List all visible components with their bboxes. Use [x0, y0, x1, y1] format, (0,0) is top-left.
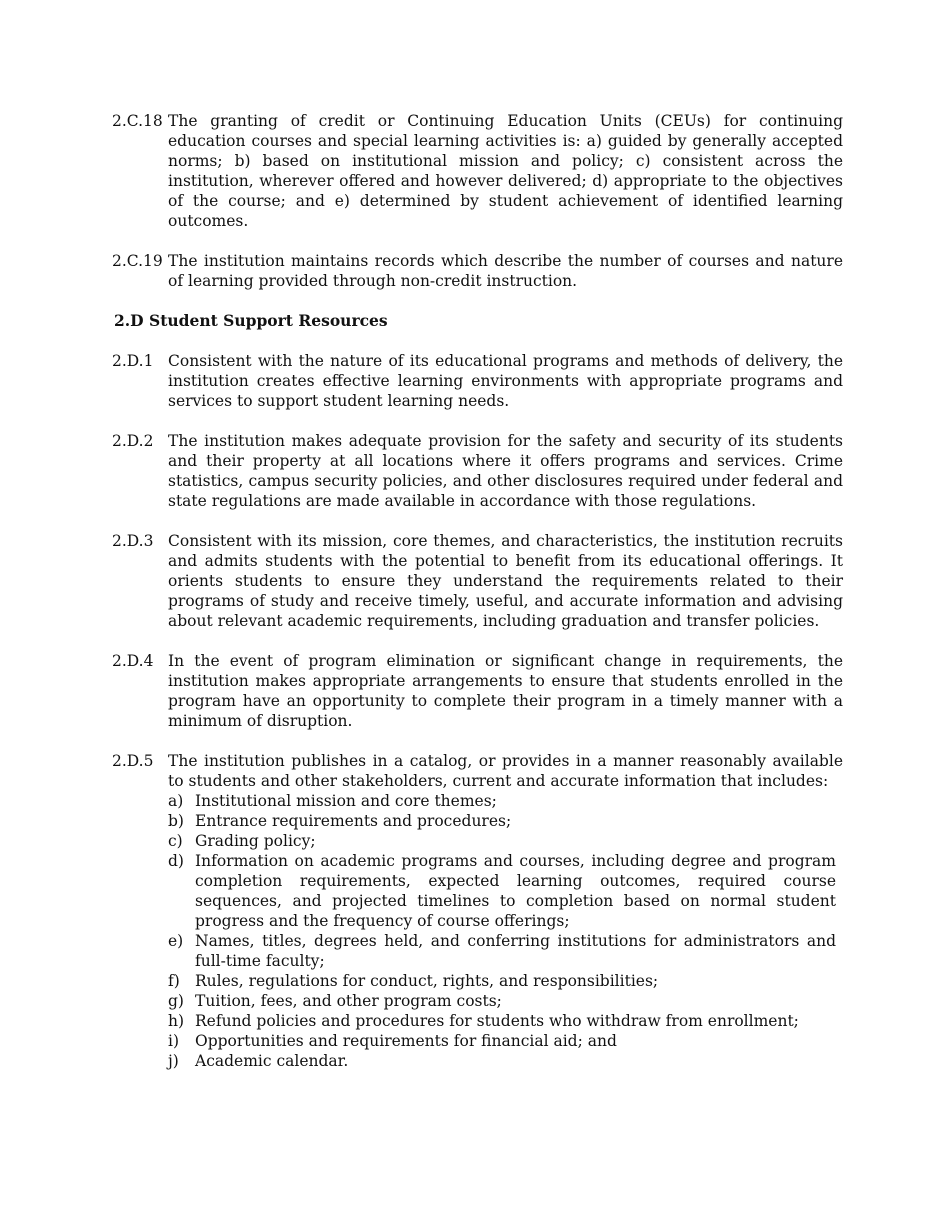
list-letter: f)	[168, 972, 180, 990]
list-letter: c)	[168, 832, 183, 850]
standard-number: 2.D.5	[112, 752, 154, 770]
list-item-text: Institutional mission and core themes;	[195, 792, 497, 810]
standard-number: 2.D.3	[112, 532, 154, 550]
list-letter: h)	[168, 1012, 185, 1030]
list-letter: b)	[168, 812, 184, 830]
list-item	[168, 1051, 843, 1071]
list-item-text: Tuition, fees, and other program costs;	[195, 992, 502, 1010]
standard-2c19	[112, 251, 843, 291]
list-item	[168, 1011, 843, 1031]
standard-2d3	[112, 531, 843, 631]
standard-2d5	[112, 751, 843, 1071]
list-item	[168, 991, 843, 1011]
list-item	[168, 971, 843, 991]
standard-2c18	[112, 111, 843, 231]
list-item	[168, 831, 843, 851]
standard-2d4	[112, 651, 843, 731]
list-letter: d)	[168, 852, 184, 870]
standard-number: 2.D.2	[112, 432, 154, 450]
list-item-text: Opportunities and requirements for financial aid; and	[195, 1032, 617, 1050]
document-page	[112, 111, 843, 1071]
standard-body	[168, 751, 843, 1071]
catalog-info-list	[168, 791, 843, 1071]
list-item	[168, 931, 843, 971]
list-letter: a)	[168, 792, 184, 810]
list-item-text: Names, titles, degrees held, and conferring institutions for administrators and full-time faculty;	[195, 932, 836, 970]
list-item	[168, 1031, 843, 1051]
list-item-text: Entrance requirements and procedures;	[195, 812, 512, 830]
standard-text: In the event of program elimination or significant change in requirements, the institution makes appropriate arrangements to ensure that students enrolled in the program have an opportunity to complete their program in a timely manner with a minimum of disruption.	[168, 652, 843, 730]
standard-text: The granting of credit or Continuing Education Units (CEUs) for continuing education courses and special learning activities is: a) guided by generally accepted norms; b) based on institutional mission and policy; c) consistent across the institution, wherever offered and however delivered; d) appropriate to the objectives of the course; and e) determined by student achievement of identified learning outcomes.	[168, 112, 843, 230]
list-item-text: Grading policy;	[195, 832, 316, 850]
standard-number: 2.C.18	[112, 112, 163, 130]
list-item	[168, 811, 843, 831]
standard-number: 2.D.1	[112, 352, 154, 370]
list-item-text: Refund policies and procedures for students who withdraw from enrollment;	[195, 1012, 799, 1030]
list-letter: j)	[168, 1052, 179, 1070]
standard-2d1	[112, 351, 843, 411]
list-item	[168, 851, 843, 931]
standard-text: The institution publishes in a catalog, or provides in a manner reasonably available to students and other stakeholders, current and accurate information that includes:	[168, 752, 843, 790]
list-letter: e)	[168, 932, 184, 950]
list-letter: g)	[168, 992, 184, 1010]
list-item-text: Information on academic programs and courses, including degree and program completion requirements, expected learning outcomes, required course sequences, and projected timelines to completion based on normal student progress and the frequency of course offerings;	[195, 852, 836, 930]
standard-text: The institution makes adequate provision for the safety and security of its students and their property at all locations where it offers programs and services. Crime statistics, campus security policies, and other disclosures required under federal and state regulations are made available in accordance with those regulations.	[168, 432, 843, 510]
section-heading: 2.D Student Support Resources	[114, 311, 388, 330]
standard-number: 2.C.19	[112, 252, 163, 270]
list-item	[168, 791, 843, 811]
list-item-text: Rules, regulations for conduct, rights, and responsibilities;	[195, 972, 659, 990]
standard-text: Consistent with its mission, core themes, and characteristics, the institution recruits and admits students with the potential to benefit from its educational offerings. It orients students to ensure they understand the requirements related to their programs of study and receive timely, useful, and accurate information and advising about relevant academic requirements, including graduation and transfer policies.	[168, 532, 843, 630]
list-letter: i)	[168, 1032, 180, 1050]
standard-text: Consistent with the nature of its educational programs and methods of delivery, the institution creates effective learning environments with appropriate programs and services to support student learning needs.	[168, 352, 843, 410]
list-item-text: Academic calendar.	[195, 1052, 349, 1070]
standard-number: 2.D.4	[112, 652, 154, 670]
standard-2d2	[112, 431, 843, 511]
standard-text: The institution maintains records which describe the number of courses and nature of learning provided through non-credit instruction.	[168, 252, 843, 290]
